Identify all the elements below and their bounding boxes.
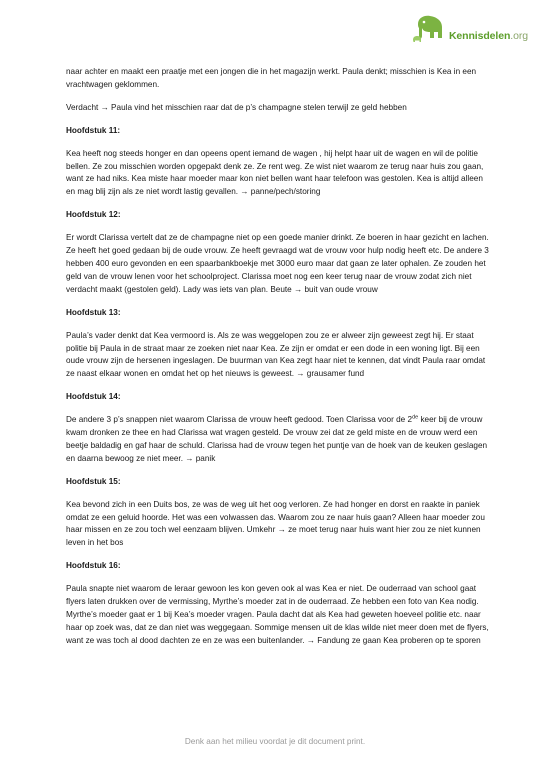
chapter-heading: Hoofdstuk 16: <box>66 561 121 571</box>
paragraph: Paula’s vader denkt dat Kea vermoord is. Als ze was weggelopen zou ze er alweer zijn geweest zegt hij. Er staat politie bij Paula in de straat maar ze zoeken niet naar Kea. Ze zijn er omdat er een dode in een woning ligt. Bij een oude vrouw zijn de hersenen ingeslagen. De buurman van Kea zegt haar niet te kennen, dat vindt Paula raar omdat ze naast elkaar wonen en omdat het op het nieuws is geweest. → grausamer fund <box>66 330 486 379</box>
document-body <box>66 66 490 658</box>
logo-wordmark <box>449 31 528 42</box>
elephant-icon <box>412 14 446 44</box>
paragraph: Paula snapte niet waarom de leraar gewoon les kon geven ook al was Kea er niet. De ouderraad van school gaat flyers laten drukken over de vermissing, Myrthe’s moeder zat in de ouderraad. Ze hebben een foto van Kea nodig. Myrthe’s moeder gaat er 1 bij Kea’s moeder vragen. Paula dacht dat als Kea had geweten hoeveel politie etc. naar haar op zoek was, dat ze dan niet was weggegaan. Sommige mensen uit de klas wilde niet meer doen met de flyers, want ze was toch al dood dachten ze en ze was een buitenlander. → Fandung ze gaan Kea proberen op te sporen <box>66 584 489 645</box>
chapter-heading: Hoofdstuk 12: <box>66 210 121 220</box>
kennisdelen-logo[interactable] <box>412 14 528 44</box>
paragraph: Verdacht → Paula vind het misschien raar dat de p’s champagne stelen terwijl ze geld hebben <box>66 102 407 112</box>
paragraph <box>66 414 490 466</box>
paragraph: naar achter en maakt een praatje met een jongen die in het magazijn werkt. Paula denkt; misschien is Kea in een vrachtwagen geklommen. <box>66 67 477 89</box>
chapter-heading: Hoofdstuk 15: <box>66 476 121 486</box>
logo-name: Kennisdelen <box>448 29 511 42</box>
paragraph-text: keer bij de vrouw kwam dronken ze thee en had Clarissa wat vragen gesteld. De vrouw zei dat ze geld miste en de vrouw werd een beetje baldadig en gaf haar de schuld. Clarissa had de vrouw tegen het puntje van de hoek van de keuken geslagen en daarna bewoog ze niet meer. → panik <box>66 415 488 463</box>
paragraph: Er wordt Clarissa vertelt dat ze de champagne niet op een goede manier drinkt. Ze boeren in haar gezicht en lachen. Ze heeft het goed gedaan bij de oude vrouw. Ze heeft gevraagd wat de vrouw voor hulp nodig heeft etc. De andere 3 hebben 400 euro gevonden en een spaarbankboekje met 3000 euro maar dat gaan ze later ophalen. Ze zouden het geld van de vrouw lenen voor het schoolproject. Clarissa moet nog een keer terug naar de vrouw zodat zich niet verdacht maakt (gestolen geld). Lady was iets van plan. Beute → buit van oude vrouw <box>66 233 489 294</box>
logo-tld: .org <box>510 29 528 42</box>
chapter-heading: Hoofdstuk 13: <box>66 307 121 317</box>
chapter-heading: Hoofdstuk 14: <box>66 392 121 402</box>
page-footer: Denk aan het milieu voordat je dit document print. <box>184 737 366 746</box>
paragraph-text: De andere 3 p’s snappen niet waarom Clarissa de vrouw heeft gedood. Toen Clarissa voor de 2 <box>66 415 413 425</box>
paragraph: Kea bevond zich in een Duits bos, ze was de weg uit het oog verloren. Ze had honger en dorst en raakte in paniek omdat ze een geluid hoorde. Het was een volwassen das. Waarom zou ze naar huis gaan? Alleen haar moeder zou haar missen en ze zou toch wel eenzaam blijven. Umkehr → ze moet terug naar huis want hier zou ze niet kunnen leven in het bos <box>66 499 485 548</box>
paragraph: Kea heeft nog steeds honger en dan opeens opent iemand de wagen , hij helpt haar uit de wagen en wil de politie bellen. Ze zou misschien worden opgepakt denk ze. Ze rent weg. Ze wist niet waarom ze terug naar huis zou gaan, want ze had niks. Kea miste haar moeder maar kon niet bellen want haar telefoon was gestolen. Kea is altijd alleen en mag blij zijn als ze niet wordt lastig gevallen. → panne/pech/storing <box>66 148 484 197</box>
chapter-heading: Hoofdstuk 11: <box>66 125 121 135</box>
ordinal-suffix: de <box>412 414 419 421</box>
